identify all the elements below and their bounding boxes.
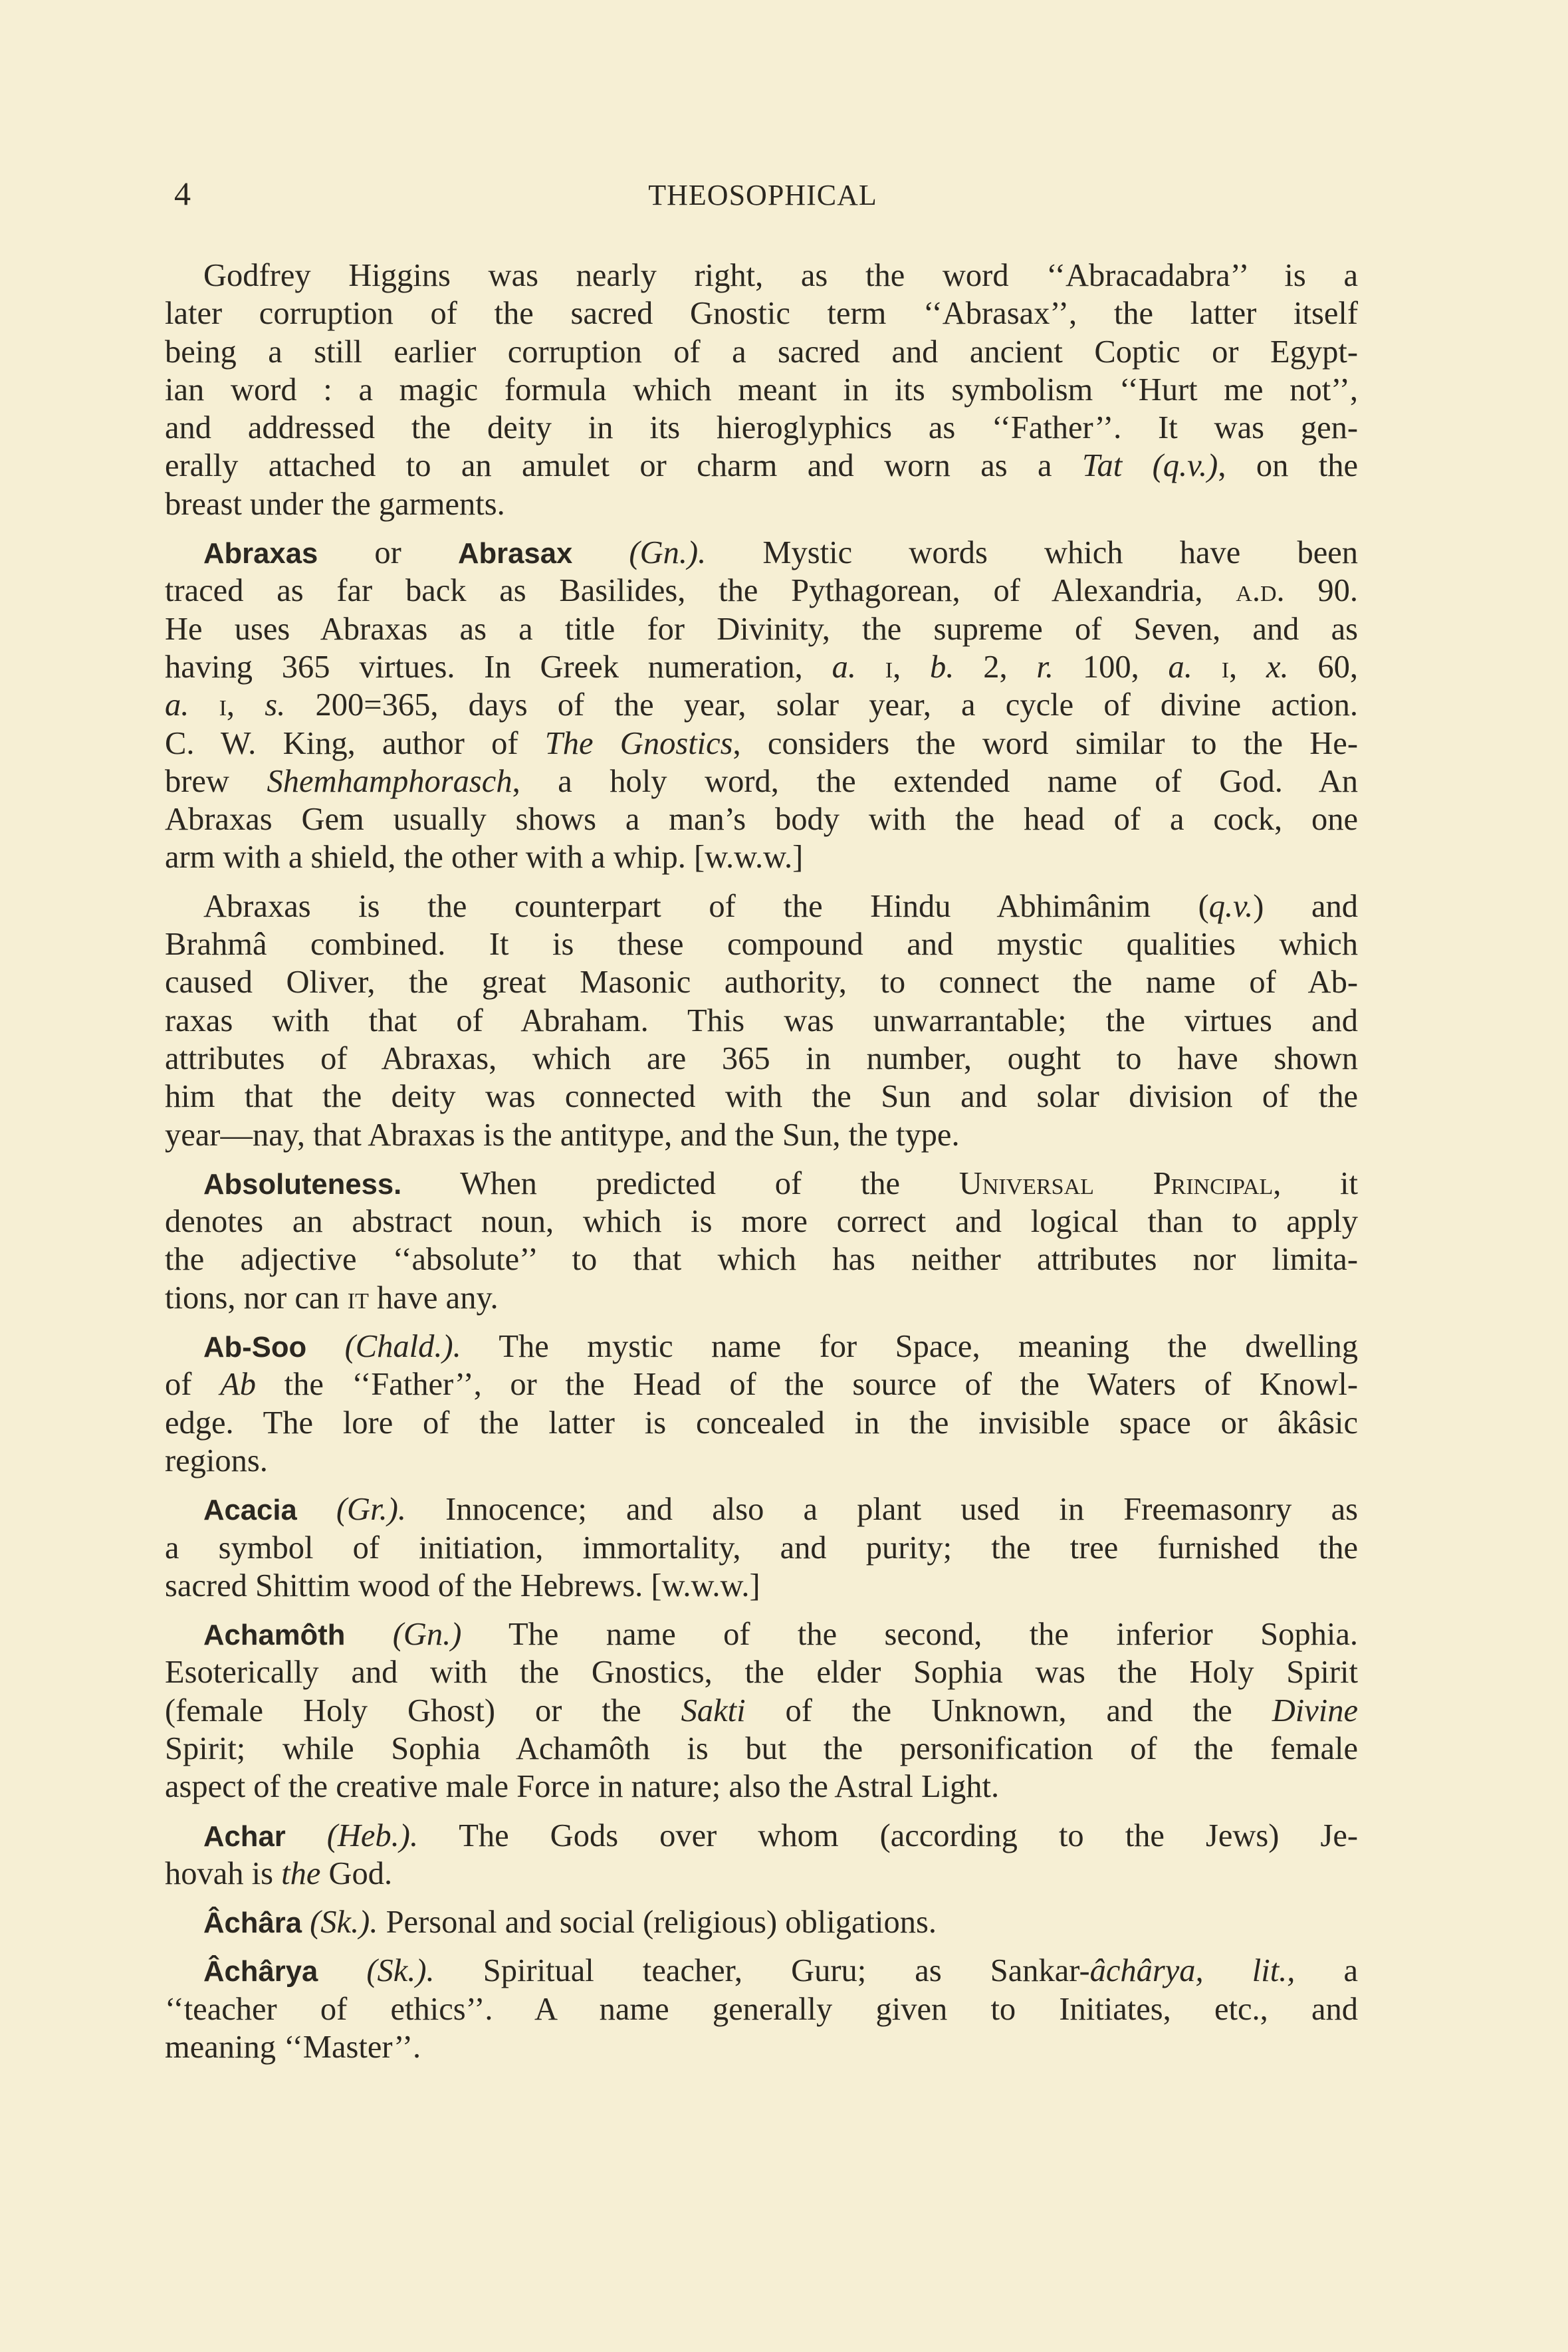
small-caps-text: a.d. <box>1236 573 1285 609</box>
running-head: THEOSOPHICAL <box>648 179 877 211</box>
italic-text: Shemhamphorasch <box>267 763 512 799</box>
text-run: Innocence; and also a plant used in Freemasonry as <box>405 1492 1358 1528</box>
italic-text: r. <box>1036 649 1054 685</box>
text-line <box>165 1730 1358 1768</box>
text-run: or <box>318 535 458 571</box>
text-run: denotes an abstract noun, which is more correct and logical than to apply <box>165 1204 1358 1240</box>
text-line <box>165 1203 1358 1240</box>
text-run: Godfrey Higgins was nearly right, as the word ‘‘Abracadabra’’ is a <box>203 258 1358 293</box>
entry-term: Âchâra <box>203 1907 302 1940</box>
text-run: 200=365, days of the year, solar year, a cycle of divine action. <box>285 687 1359 723</box>
text-run: meaning ‘‘Master’’. <box>165 2030 421 2065</box>
italic-text: x. <box>1266 649 1289 685</box>
text-line <box>165 409 1358 447</box>
italic-text: Sakti <box>681 1693 746 1728</box>
text-run: Spiritual teacher, Guru; as Sankar- <box>434 1953 1090 1989</box>
text-line <box>165 1279 1358 1317</box>
text-run: attributes of Abraxas, which are 365 in number, ought to have shown <box>165 1040 1358 1076</box>
text-line <box>165 1903 1358 1941</box>
text-line <box>165 294 1358 332</box>
text-line <box>165 1442 1358 1480</box>
text-run: Abraxas Gem usually shows a man’s body with the head of a cock, one <box>165 802 1358 838</box>
text-line <box>165 1404 1358 1442</box>
italic-text: (Gr.). <box>336 1492 406 1528</box>
italic-text: a. <box>832 649 856 685</box>
italic-text: (Sk.). <box>366 1953 435 1989</box>
text-line <box>165 485 1358 523</box>
text-line <box>165 925 1358 963</box>
text-run: The name of the second, the inferior Sophia. <box>461 1617 1358 1653</box>
text-run: , <box>1229 649 1266 685</box>
text-run: Spirit; while Sophia Achamôth is but the personification of the female <box>165 1730 1358 1766</box>
paragraph <box>165 534 1358 877</box>
text-run: Brahmâ combined. It is these compound and mystic qualities which <box>165 927 1358 963</box>
text-run: later corruption of the sacred Gnostic term ‘‘Abrasax’’, the latter itself <box>165 296 1358 332</box>
text-run: , <box>226 687 265 723</box>
paragraph <box>165 1490 1358 1605</box>
text-run <box>572 535 629 570</box>
italic-text: The Gnostics <box>544 725 733 761</box>
text-line <box>165 1002 1358 1040</box>
text-run <box>302 1905 310 1940</box>
text-run: breast under the garments. <box>165 486 505 522</box>
text-line <box>165 1529 1358 1567</box>
text-line <box>165 1817 1358 1855</box>
text-line <box>165 838 1358 876</box>
italic-text: Ab <box>220 1367 256 1403</box>
italic-text: q.v. <box>1208 888 1254 924</box>
italic-text: s. <box>265 687 286 723</box>
text-line <box>165 963 1358 1001</box>
text-line <box>165 1165 1358 1203</box>
text-run: the adjective ‘‘absolute’’ to that which has neither attributes nor limita- <box>165 1242 1358 1278</box>
text-run <box>856 649 885 685</box>
page-number: 4 <box>174 175 191 212</box>
italic-text: âchârya, lit., <box>1089 1953 1295 1989</box>
text-line <box>165 887 1358 925</box>
text-run: have any. <box>368 1280 499 1316</box>
small-caps-text: i <box>885 649 893 685</box>
small-caps-text: Universal Principal <box>958 1165 1274 1201</box>
text-run: C. W. King, author of <box>165 725 545 761</box>
text-line <box>165 257 1358 294</box>
text-run <box>306 1329 345 1364</box>
small-caps-text: i <box>1221 649 1230 685</box>
paragraph <box>165 1165 1358 1317</box>
italic-text: a. <box>165 687 189 723</box>
text-run: ) and <box>1253 888 1358 924</box>
text-run: having 365 virtues. In Greek numeration, <box>165 649 832 685</box>
text-run: being a still earlier corruption of a sacred and ancient Coptic or Egypt- <box>165 334 1358 370</box>
text-run: traced as far back as Basilides, the Pythagorean, of Alexandria, <box>165 573 1236 609</box>
text-run <box>318 1953 366 1988</box>
text-run: , considers the word similar to the He- <box>732 725 1358 761</box>
text-run: of <box>165 1367 221 1403</box>
text-run: caused Oliver, the great Masonic authority, to connect the name of Ab- <box>165 965 1358 1000</box>
text-run <box>189 687 219 723</box>
text-run: 60, <box>1288 649 1359 685</box>
text-run: tions, nor can <box>165 1280 348 1316</box>
text-line <box>165 333 1358 371</box>
entry-term: Âchârya <box>203 1955 318 1988</box>
text-run: The mystic name for Space, meaning the dwelling <box>461 1329 1359 1365</box>
text-run: hovah is <box>165 1855 282 1891</box>
italic-text: (Chald.). <box>344 1329 461 1365</box>
text-line <box>165 725 1358 763</box>
text-line <box>165 1990 1358 2028</box>
italic-text: (Gn.). <box>629 535 707 571</box>
text-run: ian word : a magic formula which meant in its symbolism ‘‘Hurt me not’’, <box>165 372 1358 408</box>
italic-text: b. <box>930 649 954 685</box>
text-line <box>165 2028 1358 2066</box>
paragraph <box>165 257 1358 523</box>
text-run: sacred Shittim wood of the Hebrews. [w.w.w.] <box>165 1568 760 1603</box>
text-line <box>165 1692 1358 1730</box>
text-run: Abraxas is the counterpart of the Hindu Abhimânim ( <box>203 888 1209 924</box>
text-run: ‘‘teacher of ethics’’. A name generally given to Initiates, etc., and <box>165 1991 1358 2027</box>
italic-text: the <box>281 1855 321 1891</box>
text-run <box>297 1492 336 1527</box>
text-line <box>165 1240 1358 1278</box>
italic-text: a. <box>1168 649 1192 685</box>
paragraph <box>165 1903 1358 1941</box>
text-line <box>165 610 1358 648</box>
text-run: a <box>1295 1953 1359 1989</box>
text-line <box>165 800 1358 838</box>
text-run <box>1192 649 1222 685</box>
text-run: Mystic words which have been <box>706 535 1358 571</box>
text-run: , a holy word, the extended name of God. An <box>512 763 1358 799</box>
text-run: , it <box>1273 1165 1358 1201</box>
italic-text: Divine <box>1272 1693 1359 1728</box>
text-line <box>165 572 1358 610</box>
entry-term: Ab-Soo <box>203 1331 307 1364</box>
text-line <box>165 1328 1358 1365</box>
text-run: the ‘‘Father’’, or the Head of the source of the Waters of Knowl- <box>255 1367 1358 1403</box>
text-line <box>165 1855 1358 1893</box>
text-run: 90. <box>1284 573 1359 609</box>
text-run: 2, <box>954 649 1037 685</box>
paragraph <box>165 1615 1358 1806</box>
text-run: him that the deity was connected with the Sun and solar division of the <box>165 1079 1358 1115</box>
text-run: When predicted of the <box>401 1165 959 1201</box>
text-line <box>165 1952 1358 1990</box>
text-run: He uses Abraxas as a title for Divinity, the supreme of Seven, and as <box>165 611 1358 647</box>
text-run: Esoterically and with the Gnostics, the elder Sophia was the Holy Spirit <box>165 1655 1358 1691</box>
text-run: and addressed the deity in its hieroglyphics as ‘‘Father’’. It was gen- <box>165 410 1358 446</box>
text-run: , <box>893 649 931 685</box>
text-run: brew <box>165 763 267 799</box>
italic-text: (Gn.) <box>392 1617 462 1653</box>
entry-term: Achamôth <box>203 1619 346 1652</box>
italic-text: (Heb.). <box>326 1818 419 1853</box>
text-run: a symbol of initiation, immortality, and purity; the tree furnished the <box>165 1530 1358 1566</box>
entry-term: Achar <box>203 1820 286 1853</box>
entry-term: Abrasax <box>458 537 573 570</box>
text-line <box>165 648 1358 686</box>
text-run: raxas with that of Abraham. This was unwarrantable; the virtues and <box>165 1002 1358 1038</box>
text-run: , on the <box>1218 448 1358 484</box>
text-run: God. <box>320 1855 393 1891</box>
small-caps-text: it <box>347 1280 369 1316</box>
paragraph <box>165 1328 1358 1480</box>
text-line <box>165 1653 1358 1691</box>
text-run: (female Holy Ghost) or the <box>165 1693 681 1728</box>
text-line <box>165 1567 1358 1605</box>
text-run <box>286 1818 327 1853</box>
text-run: regions. <box>165 1443 268 1478</box>
text-line <box>165 1490 1358 1528</box>
text-line <box>165 763 1358 800</box>
entry-term: Acacia <box>203 1494 297 1527</box>
text-run: 100, <box>1054 649 1169 685</box>
text-run: erally attached to an amulet or charm and worn as a <box>165 448 1082 484</box>
text-line <box>165 1078 1358 1116</box>
paragraph <box>165 1817 1358 1893</box>
page-body <box>165 257 1358 2066</box>
text-run <box>345 1617 392 1652</box>
text-run: year—nay, that Abraxas is the antitype, and the Sun, the type. <box>165 1117 960 1153</box>
paragraph <box>165 887 1358 1154</box>
entry-term: Absoluteness. <box>203 1167 402 1201</box>
text-run: of the Unknown, and the <box>745 1693 1272 1728</box>
text-line <box>165 1615 1358 1653</box>
text-line <box>165 447 1358 485</box>
text-run: edge. The lore of the latter is concealed in the invisible space or âkâsic <box>165 1405 1358 1441</box>
text-run: Personal and social (religious) obligations. <box>378 1905 937 1940</box>
italic-text: (Sk.). <box>310 1905 378 1940</box>
entry-term: Abraxas <box>203 537 318 570</box>
paragraph <box>165 1952 1358 2066</box>
text-line <box>165 686 1358 724</box>
text-run: aspect of the creative male Force in nature; also the Astral Light. <box>165 1769 1000 1805</box>
small-caps-text: i <box>219 687 227 723</box>
text-run: arm with a shield, the other with a whip. [w.w.w.] <box>165 840 804 876</box>
text-line <box>165 1040 1358 1078</box>
page-header <box>166 174 1359 214</box>
text-run: The Gods over whom (according to the Jews) Je- <box>418 1818 1358 1853</box>
text-line <box>165 1116 1358 1154</box>
text-line <box>165 371 1358 409</box>
text-line <box>165 1768 1358 1806</box>
italic-text: Tat (q.v.) <box>1081 448 1218 484</box>
text-line <box>165 1365 1358 1403</box>
text-line <box>165 534 1358 572</box>
